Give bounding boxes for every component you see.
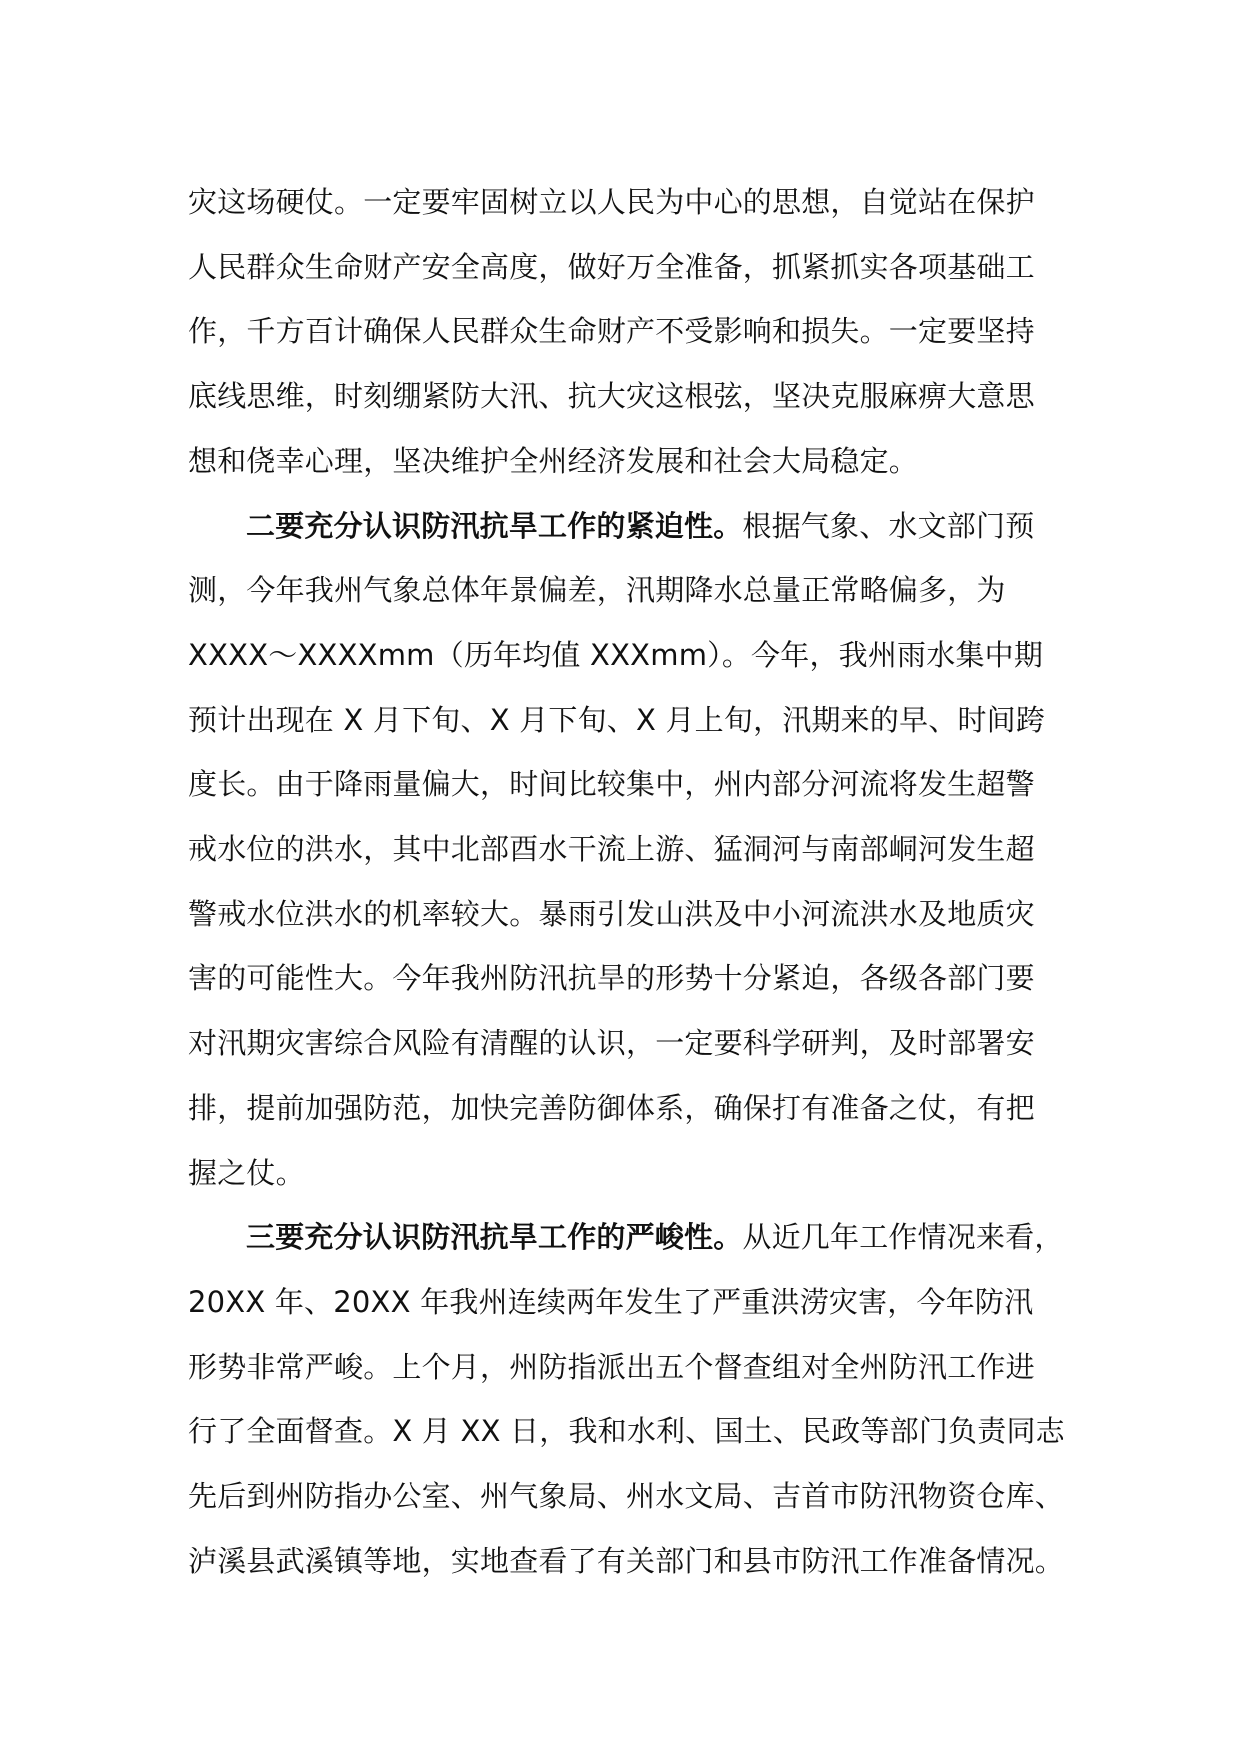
paragraph-1-line-3: 作，千方百计确保人民群众生命财产不受影响和损失。一定要坚持 — [188, 314, 1035, 349]
paragraph-2-first-line-text: 根据气象、水文部门预 — [742, 508, 1035, 543]
paragraph-3-first-line-text: 从近几年工作情况来看， — [742, 1220, 1064, 1255]
paragraph-3-heading: 三要充分认识防汛抗旱工作的严峻性。 — [246, 1220, 743, 1255]
paragraph-2-line-9: 对汛期灾害综合风险有清醒的认识，一定要科学研判，及时部署安 — [188, 1026, 1035, 1061]
paragraph-3-line-6: 泸溪县武溪镇等地，实地查看了有关部门和县市防汛工作准备情况。 — [188, 1543, 1065, 1578]
paragraph-2-line-7: 警戒水位洪水的机率较大。暴雨引发山洪及中小河流洪水及地质灾 — [188, 896, 1035, 931]
paragraph-2-line-2: 测，今年我州气象总体年景偏差，汛期降水总量正常略偏多，为 — [188, 573, 1006, 608]
paragraph-3-line-5: 先后到州防指办公室、州气象局、州水文局、吉首市防汛物资仓库、 — [188, 1479, 1065, 1514]
paragraph-2-line-6: 戒水位的洪水，其中北部酉水干流上游、猛洞河与南部峒河发生超 — [188, 832, 1035, 867]
paragraph-2-line-4: 预计出现在 X 月下旬、X 月下旬、X 月上旬，汛期来的早、时间跨 — [188, 702, 1046, 737]
paragraph-3-line-2: 20XX 年、20XX 年我州连续两年发生了严重洪涝灾害，今年防汛 — [188, 1284, 1034, 1319]
paragraph-2-first-line — [188, 494, 1088, 559]
paragraph-3-first-line — [188, 1205, 1088, 1270]
paragraph-2-line-10: 排，提前加强防范，加快完善防御体系，确保打有准备之仗，有把 — [188, 1090, 1035, 1125]
paragraph-2-line-11: 握之仗。 — [188, 1155, 305, 1190]
paragraph-3-line-4: 行了全面督查。X 月 XX 日，我和水利、国土、民政等部门负责同志 — [188, 1414, 1065, 1449]
document-body — [188, 170, 1088, 1593]
paragraph-2-line-5: 度长。由于降雨量偏大，时间比较集中，州内部分河流将发生超警 — [188, 767, 1035, 802]
paragraph-1-line-1: 灾这场硬仗。一定要牢固树立以人民为中心的思想，自觉站在保护 — [188, 185, 1035, 219]
paragraph-3-line-3: 形势非常严峻。上个月，州防指派出五个督查组对全州防汛工作进 — [188, 1349, 1035, 1384]
paragraph-2-heading: 二要充分认识防汛抗旱工作的紧迫性。 — [246, 508, 743, 543]
paragraph-2-line-3: XXXX～XXXXmm（历年均值 XXXmm）。今年，我州雨水集中期 — [188, 637, 1044, 672]
paragraph-1-line-2: 人民群众生命财产安全高度，做好万全准备，抓紧抓实各项基础工 — [188, 249, 1035, 284]
paragraph-1-line-4: 底线思维，时刻绷紧防大汛、抗大灾这根弦，坚决克服麻痹大意思 — [188, 379, 1035, 414]
paragraph-1-line-5: 想和侥幸心理，坚决维护全州经济发展和社会大局稳定。 — [188, 443, 919, 478]
paragraph-2-line-8: 害的可能性大。今年我州防汛抗旱的形势十分紧迫，各级各部门要 — [188, 961, 1035, 996]
